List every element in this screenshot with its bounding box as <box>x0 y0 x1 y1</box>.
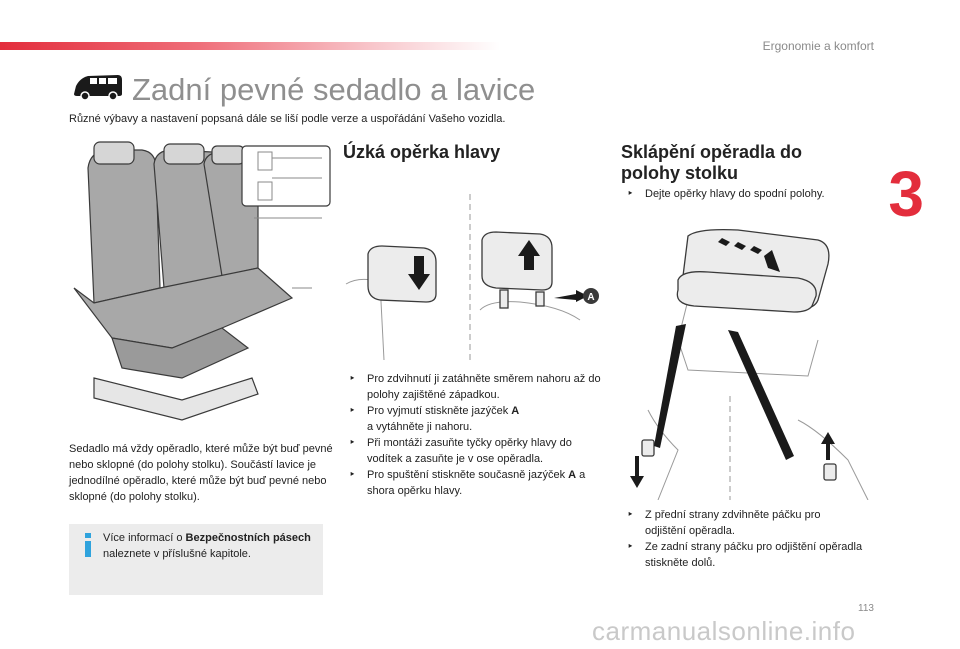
headrest-heading: Úzká opěrka hlavy <box>343 142 501 162</box>
list-item: ‣ Dejte opěrky hlavy do spodní polohy. <box>623 186 863 202</box>
list-item: ‣ Pro vyjmutí stiskněte jazýček A a vytáhněte ji nahoru. <box>345 403 607 435</box>
fold-heading: Sklápění opěradla do polohy stolku <box>621 142 803 183</box>
headrest-instructions <box>345 371 607 499</box>
page-number: 113 <box>858 603 874 614</box>
list-item: ‣ Ze zadní strany páčku pro odjištění opěradla stiskněte dolů. <box>623 539 863 571</box>
tab-a-marker: A <box>587 292 595 303</box>
rear-seat-bench-illustration <box>72 138 334 430</box>
fold-top-instructions <box>623 186 863 202</box>
intro-text: Různé výbavy a nastavení popsaná dále se liší podle verze a uspořádání Vašeho vozidla. <box>69 113 506 125</box>
list-item: ‣ Z přední strany zdvihněte páčku pro odjištění opěradla. <box>623 507 863 539</box>
list-item: ‣ Pro spuštění stiskněte současně jazýček A a shora opěrku hlavy. <box>345 467 607 499</box>
backrest-fold-illustration <box>618 220 880 500</box>
chapter-number: 3 <box>888 158 924 230</box>
section-title: Ergonomie a komfort <box>762 39 874 53</box>
fold-bottom-instructions <box>623 507 863 571</box>
header-accent-bar <box>0 42 500 50</box>
headrest-illustration <box>340 190 602 360</box>
list-item: ‣ Pro zdvihnutí ji zatáhněte směrem nahoru až do polohy zajištěné západkou. <box>345 371 607 403</box>
info-box <box>69 524 323 595</box>
info-icon <box>81 531 95 559</box>
van-icon <box>72 72 124 102</box>
info-text: Více informací o Bezpečnostních pásech naleznete v příslušné kapitole. <box>103 532 311 560</box>
list-item: ‣ Při montáži zasuňte tyčky opěrky hlavy do vodítek a zasuňte je v ose opěradla. <box>345 435 607 467</box>
page-title: Zadní pevné sedadlo a lavice <box>132 72 536 107</box>
watermark: carmanualsonline.info <box>592 616 856 646</box>
seat-description: Sedadlo má vždy opěradlo, které může být buď pevné nebo sklopné (do polohy stolku). Součástí lavice je jednodílné opěradlo, které může být buď pevné nebo sklopné (do polohy stolku). <box>69 443 333 503</box>
